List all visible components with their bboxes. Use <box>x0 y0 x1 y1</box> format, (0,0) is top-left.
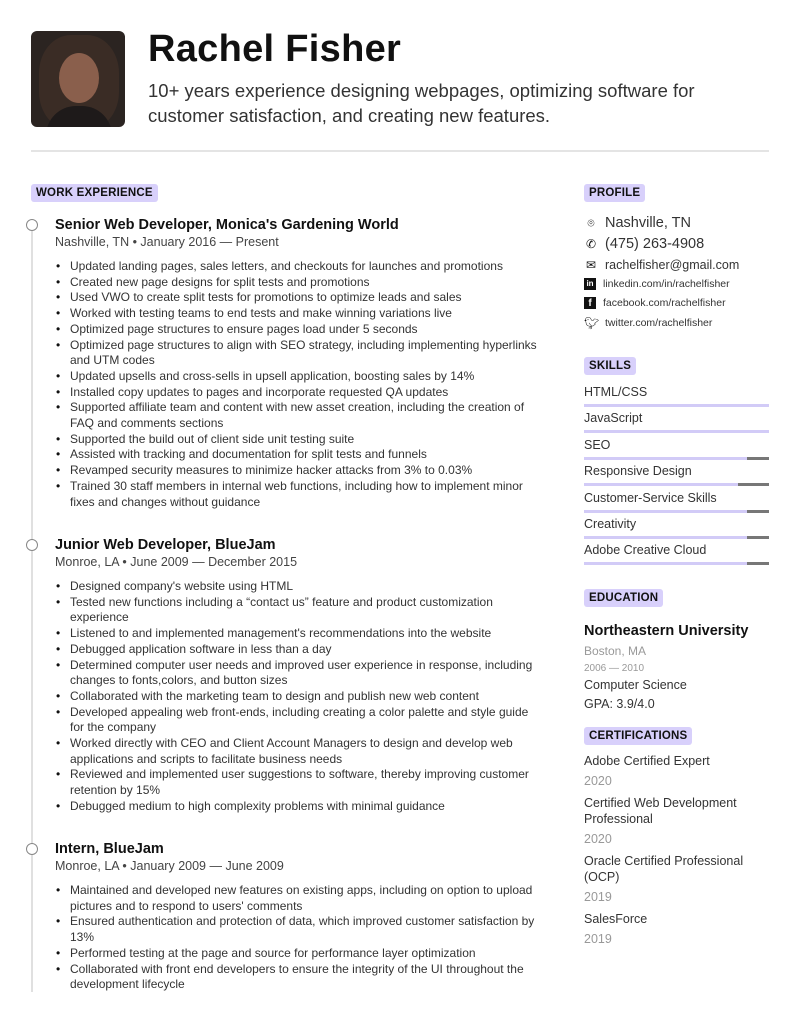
skill-item <box>584 491 769 513</box>
certification-name: SalesForce <box>584 912 648 926</box>
skill-level-fill <box>584 483 738 486</box>
skill-item <box>584 385 769 407</box>
job-bullets <box>55 259 545 510</box>
skill-level-fill <box>584 457 747 460</box>
skill-level-fill <box>584 510 747 513</box>
timeline-line <box>31 226 33 992</box>
skills-heading: SKILLS <box>584 357 636 375</box>
job-bullet: • Performed testing at the page and source for performance layer optimization <box>55 946 545 962</box>
contact-email[interactable] <box>584 258 739 272</box>
divider <box>31 150 769 152</box>
job-bullet: • Debugged medium to high complexity problems with minimal guidance <box>55 799 545 815</box>
skill-name: JavaScript <box>584 411 643 426</box>
phone-icon: ✆ <box>585 237 597 251</box>
job-bullet: • Collaborated with the marketing team to design and publish new web content <box>55 689 545 705</box>
job-bullet: • Optimized page structures to ensure pages load under 5 seconds <box>55 322 545 338</box>
job-bullet: • Collaborated with front end developers to ensure the integrity of the UI throughout the development lifecycle <box>55 962 545 993</box>
school-name: Northeastern University <box>584 623 749 639</box>
candidate-name: Rachel Fisher <box>148 28 402 70</box>
contact-location <box>584 215 691 231</box>
skill-level-fill <box>584 536 747 539</box>
job-title: Intern, BlueJam <box>55 841 164 857</box>
contact-phone <box>584 236 704 252</box>
avatar-photo <box>31 31 125 127</box>
skill-item <box>584 543 769 565</box>
job-title: Senior Web Developer, Monica's Gardening World <box>55 217 399 233</box>
contact-twitter[interactable] <box>584 316 712 330</box>
job-bullet: • Assisted with tracking and documentation for split tests and funnels <box>55 447 545 463</box>
twitter-link[interactable]: twitter.com/rachelfisher <box>605 317 713 329</box>
school-gpa: GPA: 3.9/4.0 <box>584 697 655 711</box>
job-bullets <box>55 579 545 815</box>
skill-name: Customer-Service Skills <box>584 490 717 505</box>
certifications-heading: CERTIFICATIONS <box>584 727 692 745</box>
mail-icon: ✉ <box>585 258 597 272</box>
location-pin-icon: ⌾ <box>587 215 595 230</box>
skill-level-fill <box>584 430 769 433</box>
job-bullet: • Worked directly with CEO and Client Account Managers to design and develop web applications and scripts to facilitate business needs <box>55 736 545 767</box>
skill-name: Responsive Design <box>584 464 692 479</box>
skill-item <box>584 517 769 539</box>
certification-name: Certified Web Development Professional <box>584 796 737 826</box>
job-bullet: • Used VWO to create split tests for promotions to optimize leads and sales <box>55 290 545 306</box>
education-heading: EDUCATION <box>584 589 663 607</box>
certification-name: Adobe Certified Expert <box>584 754 710 768</box>
timeline-dot <box>26 219 38 231</box>
job-bullet: • Supported affiliate team and content with new asset creation, including the creation of FAQ and comments sections <box>55 400 545 431</box>
location-text: Nashville, TN <box>605 215 691 231</box>
job-title: Junior Web Developer, BlueJam <box>55 537 276 553</box>
job-bullet: • Revamped security measures to minimize hacker attacks from 3% to 0.03% <box>55 463 545 479</box>
job-meta: Monroe, LA • January 2009 — June 2009 <box>55 859 284 873</box>
certification-year: 2020 <box>584 774 612 788</box>
job-meta: Monroe, LA • June 2009 — December 2015 <box>55 555 298 569</box>
work-experience-heading: WORK EXPERIENCE <box>31 184 158 202</box>
twitter-bird-icon: 🐦︎ <box>584 316 600 330</box>
job-bullet: • Tested new functions including a “contact us” feature and product customization experience <box>55 595 545 626</box>
skill-name: Creativity <box>584 517 637 531</box>
skill-level-bar <box>584 404 769 407</box>
job-bullet: • Reviewed and implemented user suggestions to software, thereby improving customer retention by 15% <box>55 767 545 798</box>
certification-year: 2020 <box>584 832 612 846</box>
job-bullet: • Updated upsells and cross-sells in upsell application, boosting sales by 14% <box>55 369 545 385</box>
skill-level-bar <box>584 430 769 433</box>
job-bullet: • Updated landing pages, sales letters, and checkouts for launches and promotions <box>55 259 545 275</box>
facebook-link[interactable]: facebook.com/rachelfisher <box>603 297 726 309</box>
skill-name: HTML/CSS <box>584 385 648 399</box>
job-meta: Nashville, TN • January 2016 — Present <box>55 235 279 249</box>
contact-linkedin[interactable] <box>584 278 730 290</box>
profile-heading: PROFILE <box>584 184 645 202</box>
job-bullet: • Maintained and developed new features on existing apps, including on option to upload pictures and to respond to users' comments <box>55 883 545 914</box>
job-bullet: • Designed company's website using HTML <box>55 579 545 595</box>
job-entry <box>55 216 545 510</box>
school-location: Boston, MA <box>584 644 647 658</box>
linkedin-icon: in <box>584 278 596 290</box>
skill-level-bar <box>584 483 769 486</box>
job-entry <box>55 536 545 815</box>
school-years: 2006 — 2010 <box>584 663 645 674</box>
job-bullet: • Optimized page structures to align with SEO strategy, including implementing hyperlinks and UTM codes <box>55 338 545 369</box>
skill-item <box>584 411 769 433</box>
skill-level-bar <box>584 536 769 539</box>
skill-name: SEO <box>584 437 611 452</box>
skill-level-bar <box>584 457 769 460</box>
school-field: Computer Science <box>584 678 687 692</box>
skill-level-fill <box>584 562 747 565</box>
job-bullet: • Listened to and implemented management's recommendations into the website <box>55 626 545 642</box>
skill-level-fill <box>584 404 769 407</box>
job-bullet: • Ensured authentication and protection of data, which improved customer satisfaction by 13% <box>55 914 545 945</box>
email-link[interactable]: rachelfisher@gmail.com <box>605 258 740 272</box>
facebook-icon: f <box>584 297 596 309</box>
job-bullet: • Trained 30 staff members in internal web functions, including how to implement minor fixes and changes without guidance <box>55 479 545 510</box>
summary: 10+ years experience designing webpages, optimizing software for customer satisfaction, and creating new features. <box>148 80 695 126</box>
timeline-dot <box>26 843 38 855</box>
skill-level-bar <box>584 510 769 513</box>
job-bullets <box>55 883 545 993</box>
skill-level-bar <box>584 562 769 565</box>
certification-year: 2019 <box>584 932 612 946</box>
certification-year: 2019 <box>584 890 612 904</box>
job-bullet: • Debugged application software in less than a day <box>55 642 545 658</box>
skill-item <box>584 464 769 486</box>
job-bullet: • Created new page designs for split tests and promotions <box>55 275 545 291</box>
certification-name: Oracle Certified Professional (OCP) <box>584 854 744 884</box>
timeline-dot <box>26 539 38 551</box>
job-entry <box>55 840 545 993</box>
skill-name: Adobe Creative Cloud <box>584 543 707 558</box>
linkedin-link[interactable]: linkedin.com/in/rachelfisher <box>603 278 730 290</box>
job-bullet: • Installed copy updates to pages and incorporate requested QA updates <box>55 385 545 401</box>
job-bullet: • Developed appealing web front-ends, including creating a color palette and style guide for the company <box>55 705 545 736</box>
job-bullet: • Supported the build out of client side unit testing suite <box>55 432 545 448</box>
job-bullet: • Worked with testing teams to end tests and make winning variations live <box>55 306 545 322</box>
skill-item <box>584 438 769 460</box>
contact-facebook[interactable] <box>584 297 726 309</box>
phone-text: (475) 263-4908 <box>605 236 705 252</box>
job-bullet: • Determined computer user needs and improved user experience in response, including changes to fonts,colors, and button sizes <box>55 658 545 689</box>
